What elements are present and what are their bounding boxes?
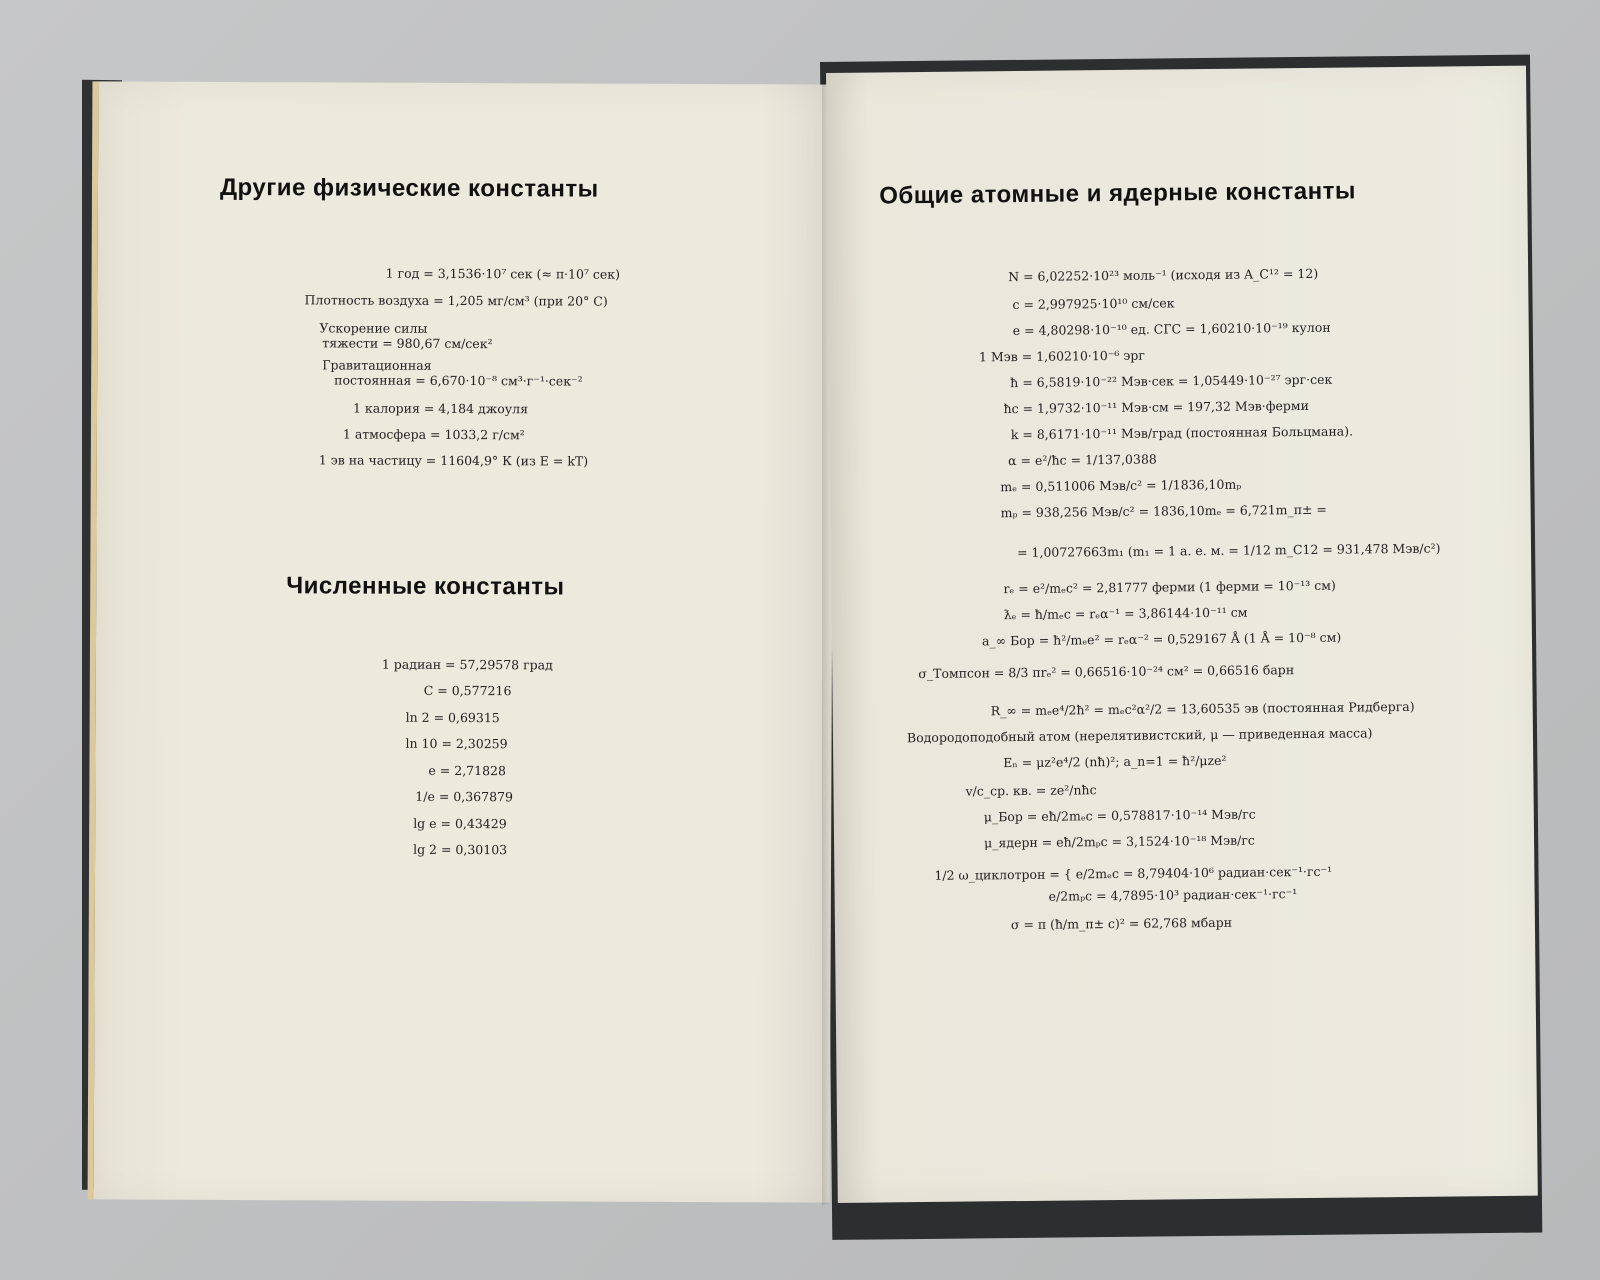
constant-line: тяжести = 980,67 см/сек² xyxy=(322,335,493,352)
constant-line: Плотность воздуха = 1,205 мг/см³ (при 20° С) xyxy=(304,292,608,309)
constant-line: R_∞ = mₑe⁴/2ħ² = mₑc²α²/2 = 13,60535 эв (постоянная Ридберга) xyxy=(990,698,1415,719)
constant-line: 1 Мэв = 1,60210·10⁻⁶ эрг xyxy=(978,347,1145,365)
left-page xyxy=(88,81,835,1202)
constant-line: Eₙ = μz²e⁴/2 (nħ)²; a_n=1 = ħ²/μze² xyxy=(1003,752,1227,771)
constant-line: e/2mₚc = 4,7895·10³ радиан·сек⁻¹·гс⁻¹ xyxy=(1048,886,1298,904)
constant-line: C = 0,577216 xyxy=(423,682,512,699)
constant-line: mₚ = 938,256 Мэв/c² = 1836,10mₑ = 6,721m_π± = xyxy=(1000,501,1327,521)
constant-line: a_∞ Бор = ħ²/mₑe² = rₑα⁻² = 0,529167 Å (1 Å = 10⁻⁸ см) xyxy=(981,629,1342,649)
atomic-constants-title: Общие атомные и ядерные константы xyxy=(879,177,1357,210)
constant-line: lg e = 0,43429 xyxy=(413,815,507,832)
constant-line: ƛₑ = ħ/mₑc = rₑα⁻¹ = 3,86144·10⁻¹¹ см xyxy=(1003,604,1248,623)
constant-line: mₑ = 0,511006 Мэв/c² = 1/1836,10mₚ xyxy=(1000,476,1242,495)
constant-line: c = 2,997925·10¹⁰ см/сек xyxy=(1012,295,1175,313)
constant-line: v/c_ср. кв. = ze²/nħc xyxy=(965,782,1097,799)
constant-line: μ_Бор = eħ/2mₑc = 0,578817·10⁻¹⁴ Мэв/гс xyxy=(983,806,1256,825)
constant-line: σ_Томпсон = 8/3 πrₑ² = 0,66516·10⁻²⁴ см² = 0,66516 барн xyxy=(918,662,1295,682)
constant-line: 1 атмосфера = 1033,2 г/см² xyxy=(342,426,525,443)
constant-line: σ = π (ħ/m_π± c)² = 62,768 мбарн xyxy=(1010,914,1233,933)
constant-line: = 1,00727663m₁ (m₁ = 1 а. е. м. = 1/12 m_C12 = 931,478 Мэв/c²) xyxy=(1016,540,1441,561)
constant-line: Ускорение силы xyxy=(319,320,428,336)
constant-line: 1/e = 0,367879 xyxy=(415,788,513,805)
constant-line: 1 эв на частицу = 11604,9° К (из E = kT) xyxy=(318,452,589,469)
constant-line: ln 10 = 2,30259 xyxy=(405,735,508,752)
right-page xyxy=(826,66,1538,1203)
constant-line: постоянная = 6,670·10⁻⁸ см³·г⁻¹·сек⁻² xyxy=(334,372,583,389)
constant-line: rₑ = e²/mₑc² = 2,81777 ферми (1 ферми = 10⁻¹³ см) xyxy=(1003,577,1336,597)
constant-line: k = 8,6171·10⁻¹¹ Мэв/град (постоянная Больцмана). xyxy=(1010,423,1354,443)
constant-line: ln 2 = 0,69315 xyxy=(405,709,500,726)
constant-line: Водородоподобный атом (нерелятивистский, μ — приведенная масса) xyxy=(906,725,1373,746)
constant-line: e = 4,80298·10⁻¹⁰ ед. СГС = 1,60210·10⁻¹⁹ кулон xyxy=(1012,319,1331,339)
constant-line: e = 2,71828 xyxy=(428,762,506,779)
other-constants-title: Другие физические константы xyxy=(219,173,599,203)
constant-line: 1 год = 3,1536·10⁷ сек (≈ π·10⁷ сек) xyxy=(385,265,621,282)
constant-line: α = e²/ħc = 1/137,0388 xyxy=(1007,451,1157,469)
constant-line: ħc = 1,9732·10⁻¹¹ Мэв·см = 197,32 Мэв·ферми xyxy=(1003,397,1309,417)
constant-line: 1 радиан = 57,29578 град xyxy=(381,656,553,673)
constant-line: 1/2 ω_циклотрон = { e/2mₑc = 8,79404·10⁶ радиан·сек⁻¹·гс⁻¹ xyxy=(934,863,1333,883)
constant-line: μ_ядерн = eħ/2mₚc = 3,1524·10⁻¹⁸ Мэв/гс xyxy=(983,832,1255,851)
constant-line: ħ = 6,5819·10⁻²² Мэв·сек = 1,05449·10⁻²⁷ эрг·сек xyxy=(1010,371,1333,391)
constant-line: lg 2 = 0,30103 xyxy=(413,841,508,858)
numeric-constants-title: Численные константы xyxy=(286,572,565,601)
constant-line: N = 6,02252·10²³ моль⁻¹ (исходя из A_C¹² = 12) xyxy=(1008,265,1319,285)
constant-line: 1 калория = 4,184 джоуля xyxy=(352,400,529,417)
constant-line: Гравитационная xyxy=(322,357,432,373)
